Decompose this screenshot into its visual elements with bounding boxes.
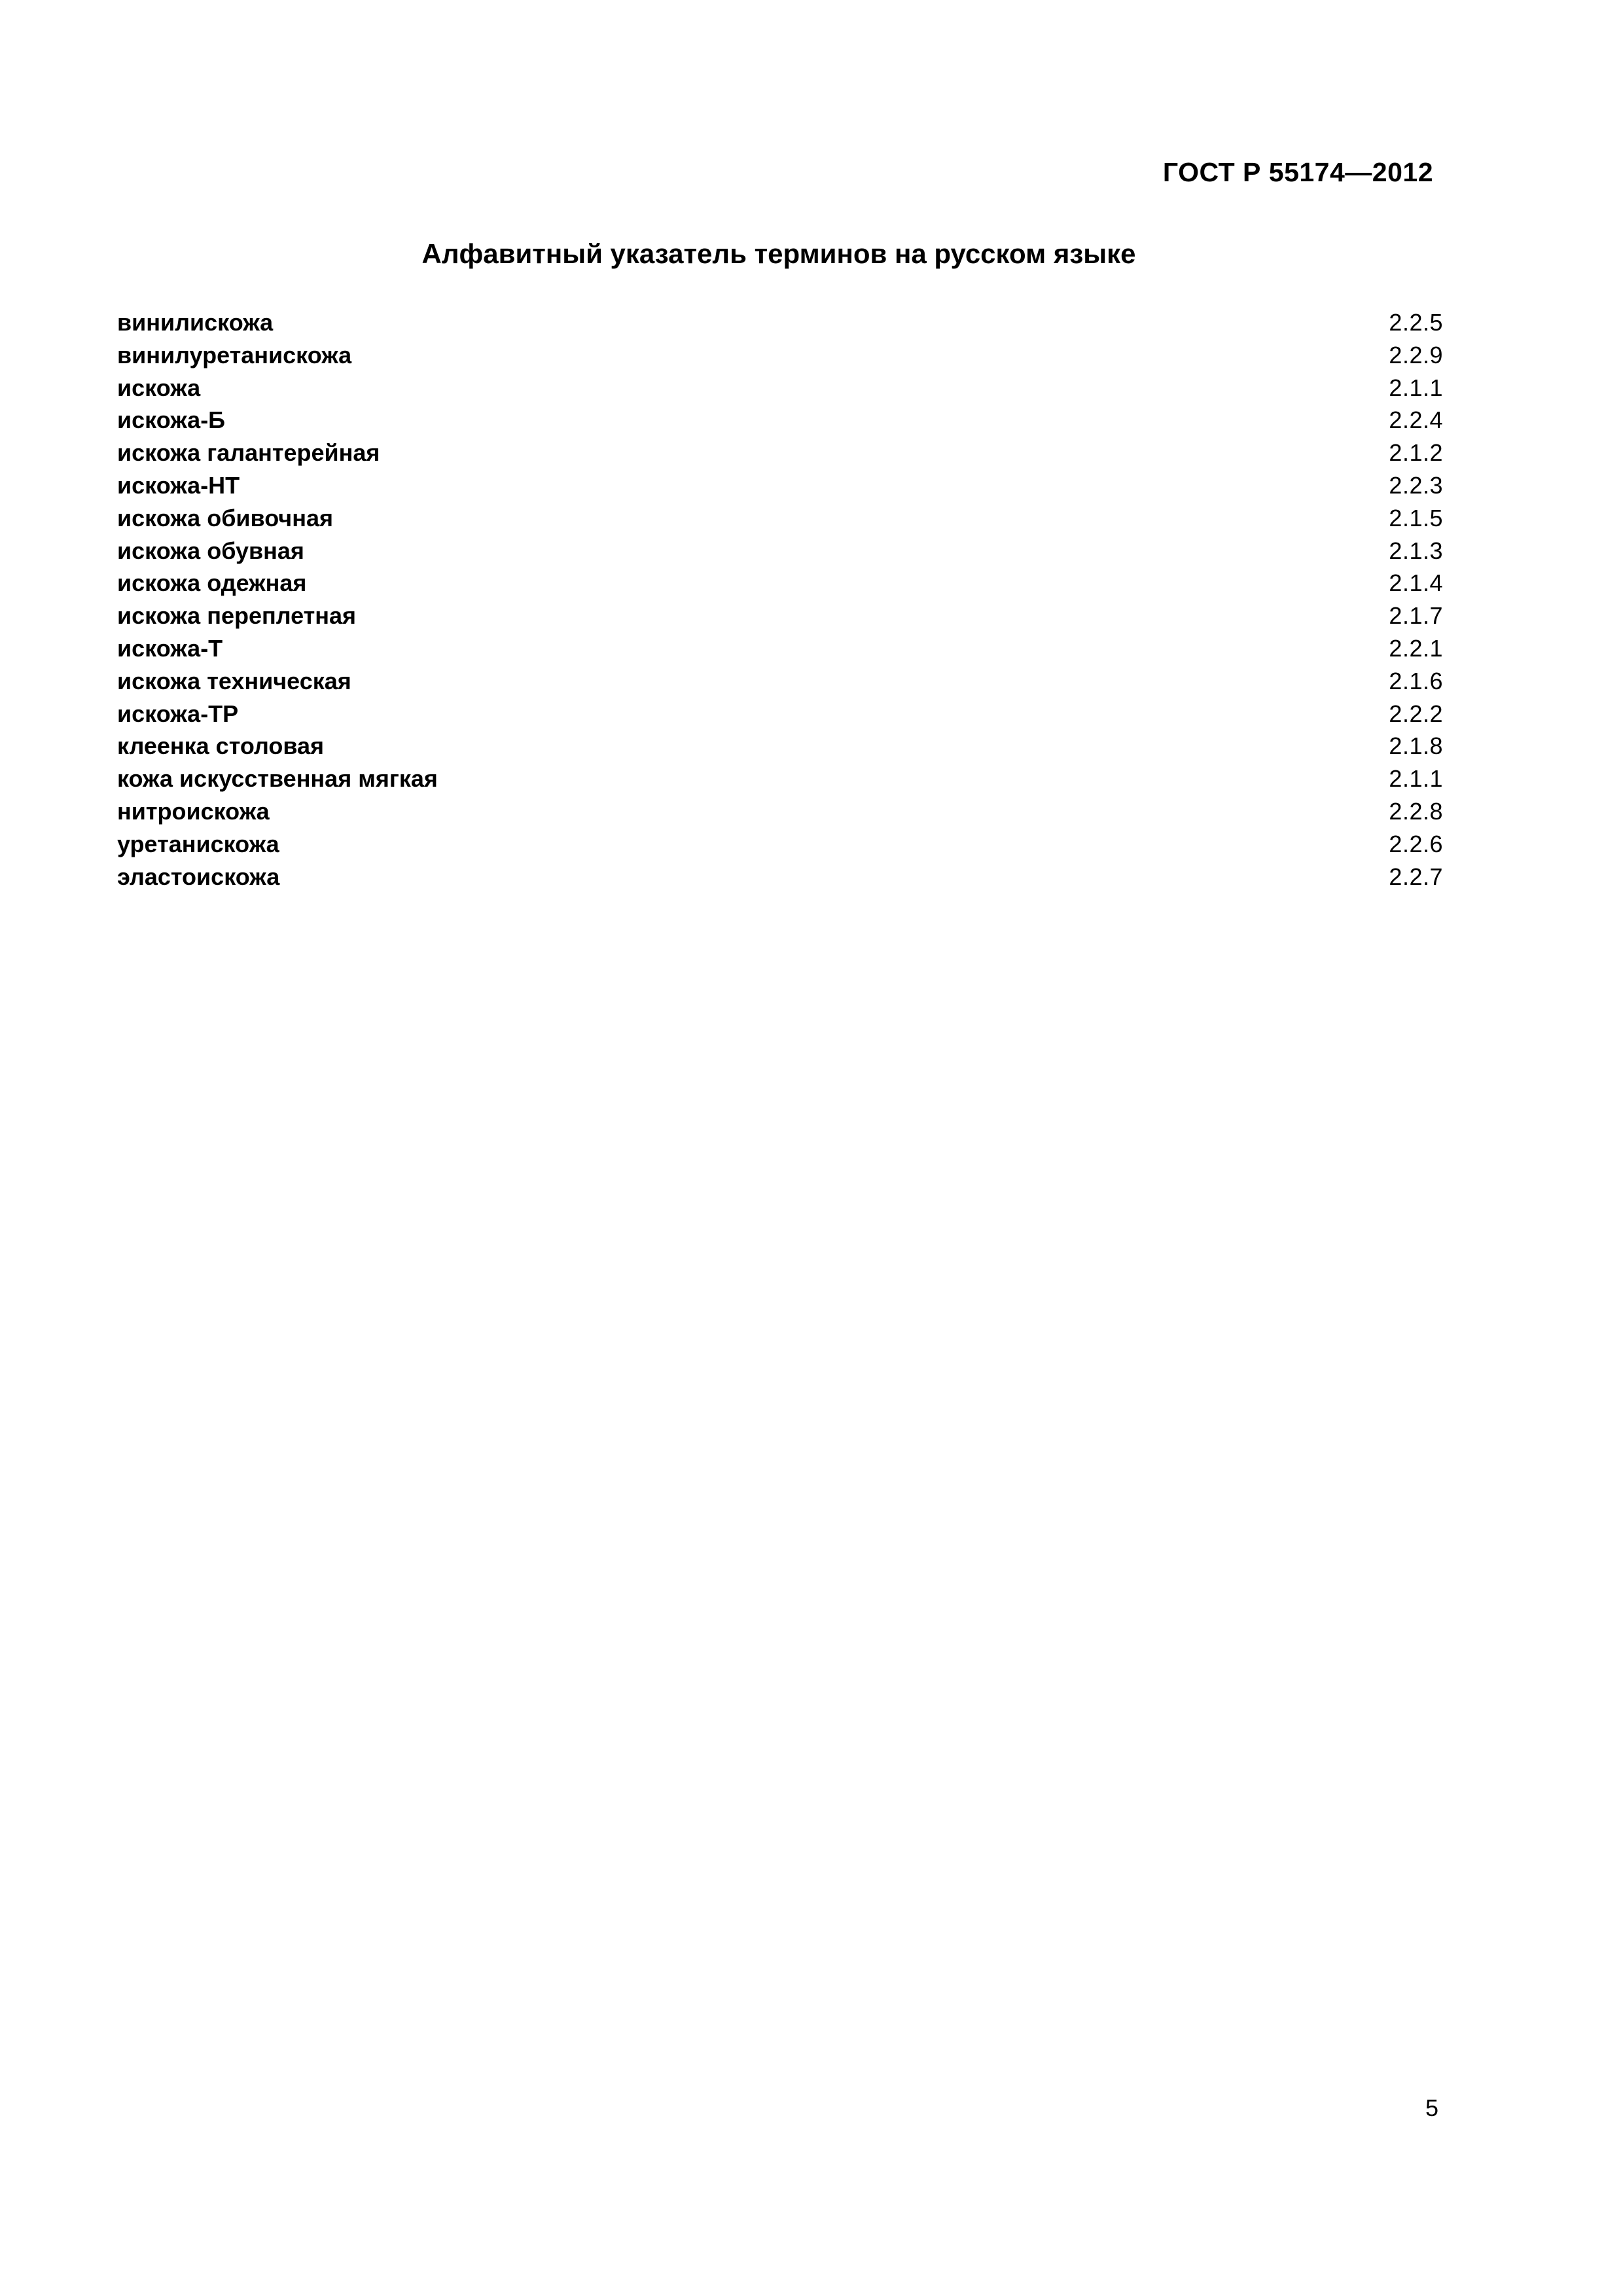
index-row: [117, 535, 1443, 567]
index-row: [117, 567, 1443, 600]
index-term: искожа-ТР: [117, 700, 239, 727]
index-row: [117, 730, 1443, 762]
index-term: искожа обувная: [117, 537, 304, 564]
index-term: искожа-Б: [117, 406, 226, 434]
index-reference: 2.1.4: [1389, 569, 1443, 597]
index-row: [117, 502, 1443, 535]
index-term: эластоискожа: [117, 863, 280, 890]
index-term: уретанискожа: [117, 830, 279, 857]
index-row: [117, 469, 1443, 502]
index-row: [117, 828, 1443, 861]
index-reference: 2.2.4: [1389, 406, 1443, 434]
index-term: искожа одежная: [117, 569, 307, 597]
index-reference: 2.1.6: [1389, 667, 1443, 694]
index-row: [117, 437, 1443, 469]
index-reference: 2.1.3: [1389, 537, 1443, 564]
index-row: [117, 795, 1443, 828]
index-row: [117, 404, 1443, 437]
index-reference: 2.2.8: [1389, 797, 1443, 825]
index-reference: 2.2.2: [1389, 700, 1443, 727]
index-term: искожа техническая: [117, 667, 351, 694]
index-title: Алфавитный указатель терминов на русском языке: [421, 238, 1136, 269]
index-reference: 2.1.7: [1389, 602, 1443, 630]
index-reference: 2.2.3: [1389, 471, 1443, 499]
index-reference: 2.1.8: [1389, 732, 1443, 760]
document-id-header: ГОСТ Р 55174—2012: [1162, 157, 1433, 187]
index-term: нитроискожа: [117, 797, 270, 825]
index-term: искожа переплетная: [117, 602, 357, 630]
index-term: искожа: [117, 374, 201, 401]
index-row: [117, 600, 1443, 632]
index-reference: 2.1.1: [1389, 374, 1443, 401]
index-reference: 2.1.2: [1389, 439, 1443, 467]
index-term: искожа-Т: [117, 634, 223, 662]
page-number: 5: [1425, 2094, 1438, 2121]
index-row: [117, 632, 1443, 665]
index-row: [117, 306, 1443, 339]
index-term: искожа обивочная: [117, 504, 333, 531]
index-row: [117, 861, 1443, 893]
term-index-list: [117, 306, 1443, 893]
index-reference: 2.2.7: [1389, 863, 1443, 890]
index-reference: 2.2.5: [1389, 309, 1443, 336]
index-term: кожа искусственная мягкая: [117, 765, 438, 793]
index-term: клеенка столовая: [117, 732, 325, 760]
index-row: [117, 762, 1443, 795]
index-row: [117, 665, 1443, 698]
index-term: искожа галантерейная: [117, 439, 380, 467]
index-reference: 2.1.5: [1389, 504, 1443, 531]
index-term: искожа-НТ: [117, 471, 240, 499]
index-reference: 2.2.6: [1389, 830, 1443, 857]
index-term: винилуретанискожа: [117, 341, 352, 368]
index-reference: 2.2.1: [1389, 634, 1443, 662]
index-reference: 2.2.9: [1389, 341, 1443, 368]
index-row: [117, 698, 1443, 730]
index-reference: 2.1.1: [1389, 765, 1443, 793]
index-term: винилискожа: [117, 309, 274, 336]
index-row: [117, 339, 1443, 372]
index-row: [117, 372, 1443, 404]
